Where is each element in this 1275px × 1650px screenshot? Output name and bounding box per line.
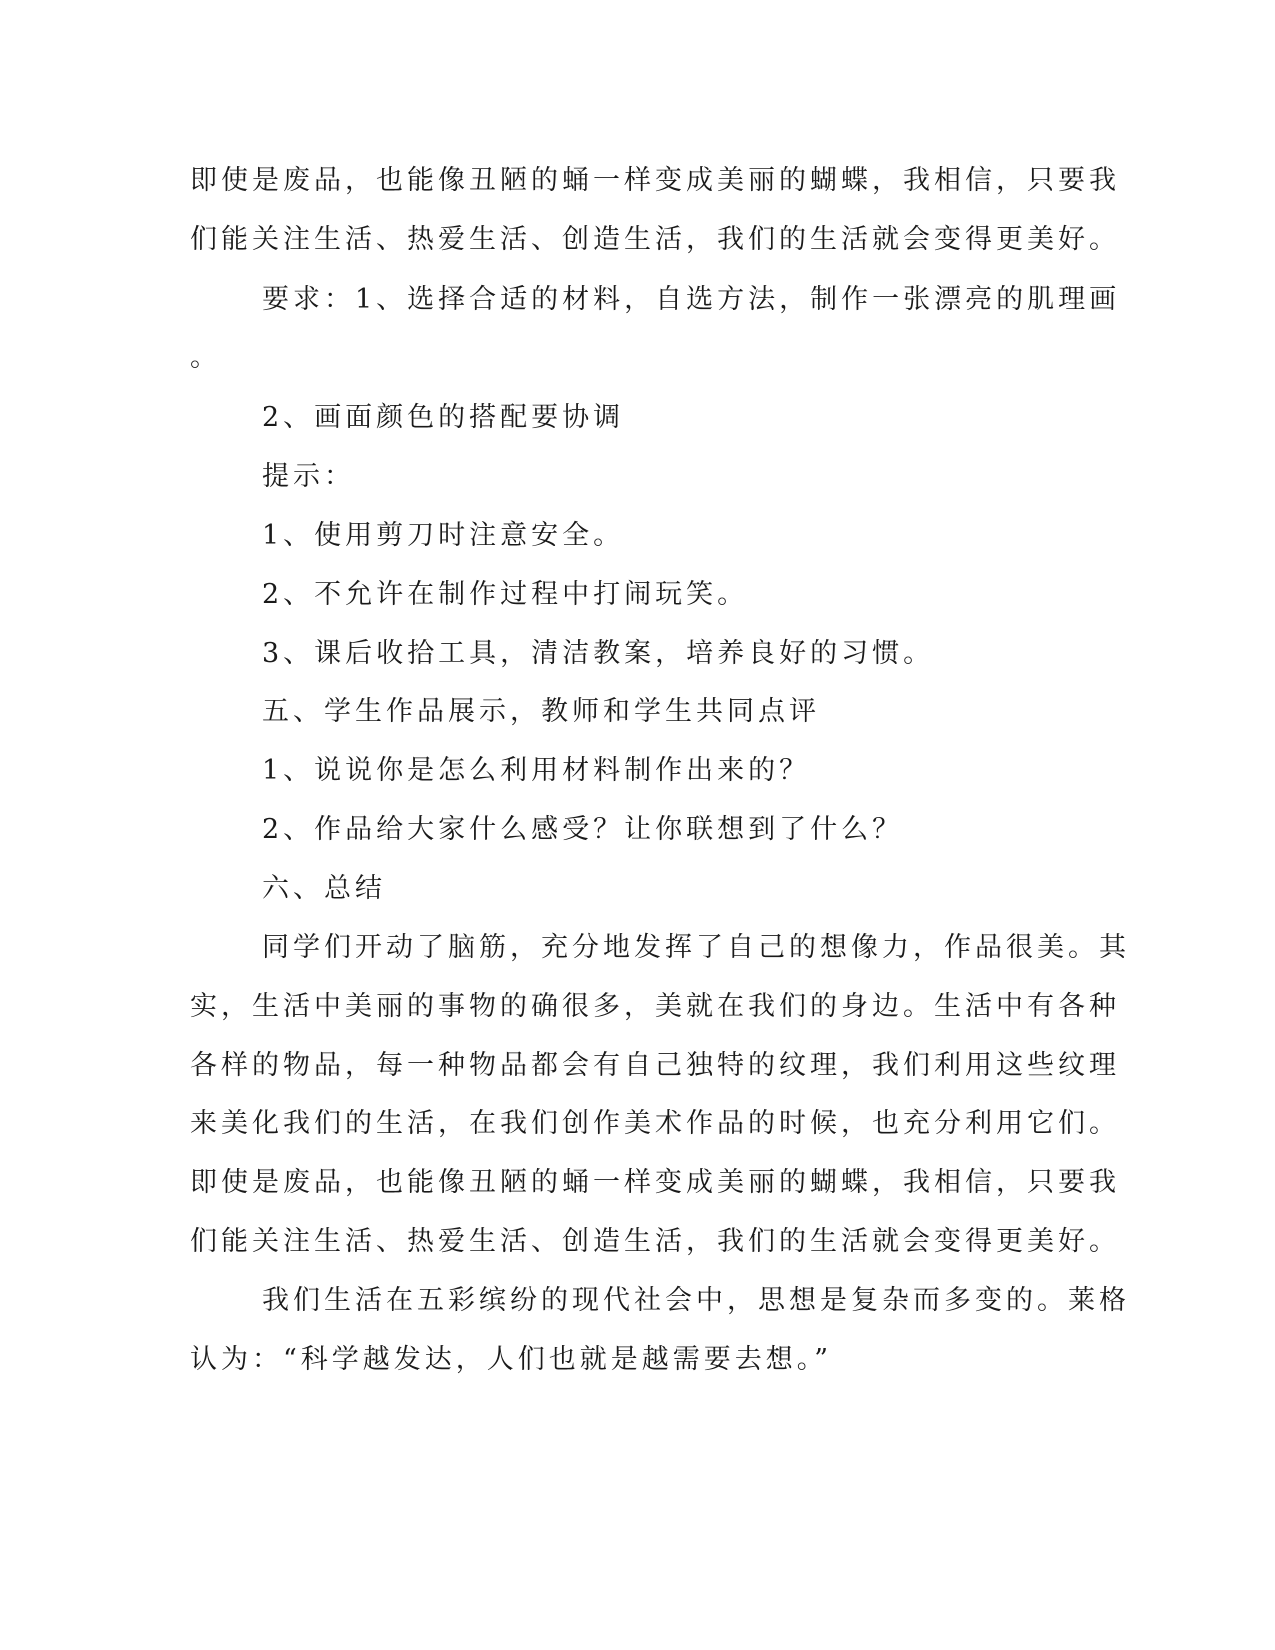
paragraph-line: 们能关注生活、热爱生活、创造生活，我们的生活就会变得更美好。 <box>190 1226 1120 1257</box>
list-item: 2、画面颜色的搭配要协调 <box>262 402 625 433</box>
paragraph-line: 们能关注生活、热爱生活、创造生活，我们的生活就会变得更美好。 <box>190 224 1120 255</box>
section-heading: 六、总结 <box>262 873 386 904</box>
requirement-heading: 要求：1、选择合适的材料，自选方法，制作一张漂亮的肌理画 <box>262 284 1121 315</box>
list-item: 2、不允许在制作过程中打闹玩笑。 <box>262 579 749 610</box>
section-heading: 五、学生作品展示，教师和学生共同点评 <box>262 696 820 727</box>
paragraph-line: 我们生活在五彩缤纷的现代社会中，思想是复杂而多变的。莱格 <box>262 1285 1130 1316</box>
list-item: 1、说说你是怎么利用材料制作出来的？ <box>262 755 811 786</box>
list-item: 1、使用剪刀时注意安全。 <box>262 520 625 551</box>
paragraph-line: 各样的物品，每一种物品都会有自己独特的纹理，我们利用这些纹理 <box>190 1050 1120 1081</box>
paragraph-line: 同学们开动了脑筋，充分地发挥了自己的想像力，作品很美。其 <box>262 932 1130 963</box>
paragraph-line: 即使是废品，也能像丑陋的蛹一样变成美丽的蝴蝶，我相信，只要我 <box>190 165 1120 196</box>
paragraph-line: 实，生活中美丽的事物的确很多，美就在我们的身边。生活中有各种 <box>190 991 1120 1022</box>
paragraph-line: 即使是废品，也能像丑陋的蛹一样变成美丽的蝴蝶，我相信，只要我 <box>190 1167 1120 1198</box>
list-item: 3、课后收拾工具，清洁教案，培养良好的习惯。 <box>262 638 935 669</box>
list-item: 2、作品给大家什么感受？让你联想到了什么？ <box>262 814 904 845</box>
paragraph-line: 认为：“科学越发达，人们也就是越需要去想。” <box>190 1344 833 1375</box>
tips-heading: 提示： <box>262 461 355 492</box>
paragraph-line: 来美化我们的生活，在我们创作美术作品的时候，也充分利用它们。 <box>190 1108 1120 1139</box>
paragraph-line: 。 <box>190 342 221 373</box>
